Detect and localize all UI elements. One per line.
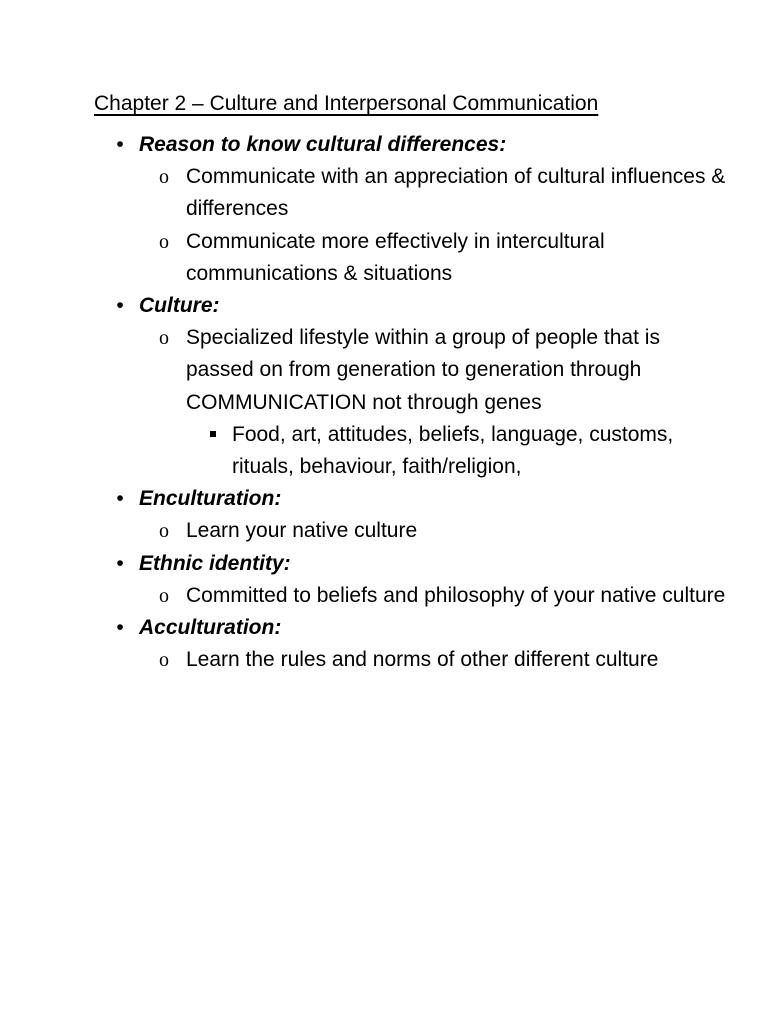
bullet-marker: • [116, 294, 124, 318]
circle-marker: o [159, 327, 169, 350]
outline-section [112, 612, 732, 676]
sub-point-text: Communicate more effectively in intercultural communications & situations [186, 229, 605, 285]
page-title: Chapter 2 – Culture and Interpersonal Communication [94, 92, 599, 115]
bullet-marker: • [116, 551, 124, 575]
outline-section [112, 129, 732, 290]
sub-point [139, 644, 732, 676]
sub-point [139, 322, 732, 483]
circle-marker: o [159, 166, 169, 189]
square-bullet-icon [210, 419, 216, 451]
circle-marker: o [159, 520, 169, 543]
section-heading: Acculturation: [139, 616, 282, 640]
sub-point-text: Specialized lifestyle within a group of people that is passed on from generation to generation through COMMUNICATION not through genes [186, 326, 660, 414]
sub-point [139, 161, 732, 225]
outline-list [112, 129, 732, 676]
circle-marker: o [159, 230, 169, 253]
sub-list [139, 644, 732, 676]
sub-point-text: Learn the rules and norms of other different culture [186, 648, 659, 672]
bullet-marker: • [116, 616, 124, 640]
sub-sub-list [186, 419, 732, 483]
sub-point [139, 580, 732, 612]
sub-sub-point [186, 419, 732, 483]
sub-list [139, 580, 732, 612]
sub-point-text: Committed to beliefs and philosophy of your native culture [186, 583, 726, 607]
section-heading: Enculturation: [139, 487, 282, 511]
circle-marker: o [159, 584, 169, 607]
sub-point [139, 515, 732, 547]
sub-point [139, 226, 732, 290]
sub-sub-point-text: Food, art, attitudes, beliefs, language, customs, rituals, behaviour, faith/religion, [232, 422, 674, 479]
sub-list [139, 322, 732, 483]
outline-section [112, 483, 732, 547]
bullet-marker: • [116, 487, 124, 511]
sub-point-text: Learn your native culture [186, 519, 418, 543]
sub-list [139, 161, 732, 290]
section-heading: Ethnic identity: [139, 551, 291, 575]
bullet-marker: • [116, 133, 124, 156]
circle-marker: o [159, 649, 169, 672]
sub-list [139, 515, 732, 547]
sub-point-text: Communicate with an appreciation of cultural influences & differences [186, 165, 726, 221]
outline-section [112, 290, 732, 483]
section-heading: Reason to know cultural differences: [139, 133, 507, 156]
outline-section [112, 548, 732, 612]
section-heading: Culture: [139, 294, 220, 318]
